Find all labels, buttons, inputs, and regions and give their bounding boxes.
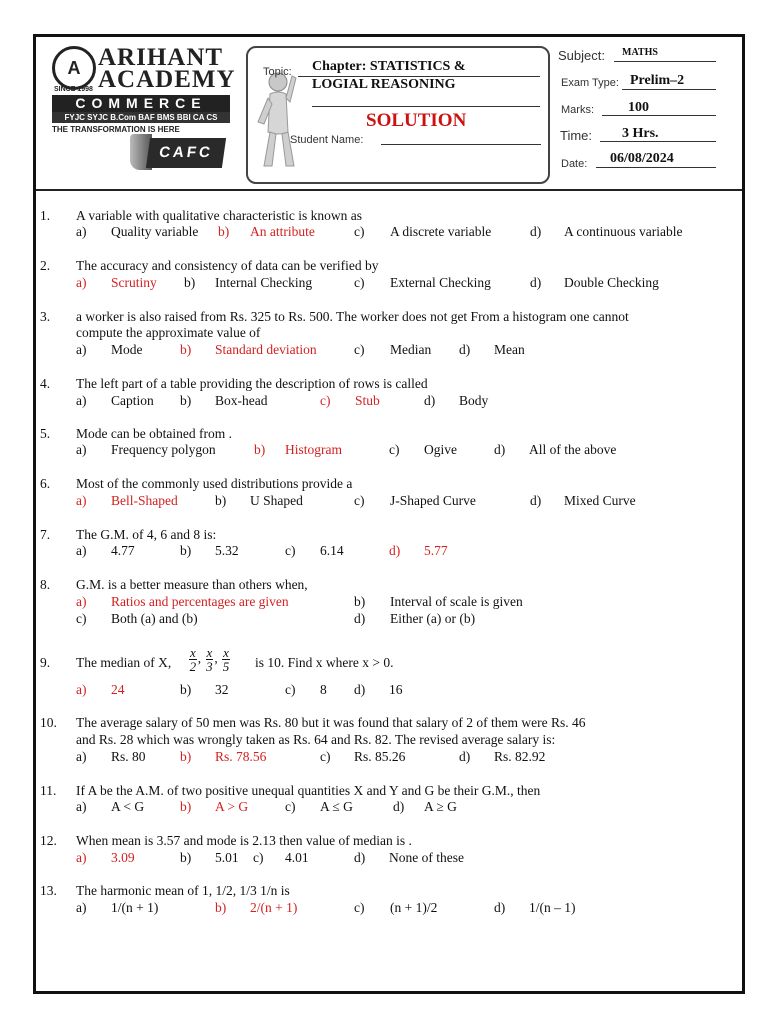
q4-option-c-label: c) [320,393,331,408]
q9-frac2-numerator: x [206,645,213,660]
q3-option-a-label: a) [76,342,87,357]
topic-underline-2 [312,106,540,107]
q11-option-d: A ≥ G [424,799,457,814]
subject-underline [614,61,716,62]
q6-option-a-answer: Bell-Shaped [111,493,178,508]
q13-option-a-label: a) [76,900,87,915]
question-8-number: 8. [40,577,51,592]
q2-option-c-label: c) [354,275,365,290]
q5-option-d-label: d) [494,442,506,457]
q11-option-c-label: c) [285,799,296,814]
time-underline [600,141,716,142]
q9-option-d-label: d) [354,682,366,697]
student-name-field [381,144,541,145]
q10-option-c: Rs. 85.26 [354,749,406,764]
q1-option-c: A discrete variable [390,224,492,239]
q11-option-b-answer: A > G [215,799,249,814]
q3-option-d-label: d) [459,342,471,357]
q4-option-a: Caption [111,393,154,408]
q9-option-c-label: c) [285,682,296,697]
q6-option-b: U Shaped [250,493,303,508]
marks-label: Marks: [561,104,594,116]
question-3-text: a worker is also raised from Rs. 325 to Rs. 500. The worker does not get From a histogram one cannot [76,309,629,324]
q13-option-c-label: c) [354,900,365,915]
time-value: 3 Hrs. [622,126,659,141]
q12-option-c: 4.01 [285,850,309,865]
q13-option-b-answer: 2/(n + 1) [250,900,298,915]
exam-type-underline [622,89,716,90]
cafc-badge: CAFC [146,138,226,168]
q13-option-d: 1/(n – 1) [529,900,576,915]
q4-option-d: Body [459,393,489,408]
q1-option-a-label: a) [76,224,87,239]
q9-frac3-denominator: 5 [222,659,230,674]
question-13-text: The harmonic mean of 1, 1/2, 1/3 1/n is [76,883,290,898]
q7-option-a-label: a) [76,543,87,558]
q2-option-b-label: b) [184,275,196,290]
question-5-number: 5. [40,426,51,441]
question-10-number: 10. [40,715,57,730]
date-value: 06/08/2024 [610,151,674,166]
q10-option-a: Rs. 80 [111,749,146,764]
question-9-number: 9. [40,655,51,670]
q11-option-a: A < G [111,799,145,814]
q13-option-b-label: b) [215,900,227,915]
q8-option-c: Both (a) and (b) [111,611,198,626]
q11-option-d-label: d) [393,799,405,814]
question-11-text: If A be the A.M. of two positive unequal quantities X and Y and G be their G.M., then [76,783,541,798]
brand-name-line2: ACADEMY [98,66,236,93]
q6-option-c-label: c) [354,493,365,508]
q1-option-d: A continuous variable [564,224,683,239]
q9-option-c: 8 [320,682,327,697]
q9-option-b: 32 [215,682,229,697]
brand-name-line1: ARIHANT [98,44,224,71]
q10-option-d: Rs. 82.92 [494,749,546,764]
courses-strip: FYJC SYJC B.Com BAF BMS BBI CA CS [52,112,230,123]
q3-option-b-answer: Standard deviation [215,342,317,357]
q1-option-b-answer: An attribute [250,224,315,239]
question-2-number: 2. [40,258,51,273]
q3-option-a: Mode [111,342,143,357]
q13-option-c: (n + 1)/2 [390,900,438,915]
topic-box [246,46,550,184]
q9-option-d: 16 [389,682,403,697]
exam-type-value: Prelim–2 [630,73,685,88]
chapter-title-line1: Chapter: STATISTICS & [312,59,466,74]
q5-option-a-label: a) [76,442,87,457]
q1-option-b-label: b) [218,224,230,239]
q3-option-b-label: b) [180,342,192,357]
q5-option-d: All of the above [529,442,617,457]
q12-option-d-label: d) [354,850,366,865]
q2-option-b: Internal Checking [215,275,313,290]
subject-value: MATHS [622,47,658,58]
subject-label: Subject: [558,48,605,63]
q9-frac2-denominator: 3 [206,659,213,674]
q6-option-d: Mixed Curve [564,493,636,508]
q3-option-d: Mean [494,342,525,357]
q4-option-a-label: a) [76,393,87,408]
q7-option-b-label: b) [180,543,192,558]
q5-option-b-label: b) [254,442,266,457]
q9-comma-2: , [214,650,218,666]
q9-frac3-numerator: x [223,645,229,660]
question-3-text-cont: compute the approximate value of [76,325,261,340]
q2-option-d-label: d) [530,275,542,290]
q5-option-c: Ogive [424,442,457,457]
q5-option-a: Frequency polygon [111,442,216,457]
date-label: Date: [561,158,588,170]
q12-option-b-label: b) [180,850,192,865]
q2-option-d: Double Checking [564,275,659,290]
question-12-number: 12. [40,833,57,848]
question-4-text: The left part of a table providing the description of rows is called [76,376,428,391]
q4-option-b: Box-head [215,393,268,408]
q7-option-c-label: c) [285,543,296,558]
thinking-figure-icon [252,62,298,172]
q8-option-c-label: c) [76,611,87,626]
question-3-number: 3. [40,309,51,324]
q12-option-a-label: a) [76,850,87,865]
q9-comma-1: , [197,650,202,666]
q10-option-c-label: c) [320,749,331,764]
q4-option-d-label: d) [424,393,436,408]
question-6-text: Most of the commonly used distributions provide a [76,476,353,491]
question-5-text: Mode can be obtained from . [76,426,232,441]
q1-option-d-label: d) [530,224,542,239]
q12-option-d: None of these [389,850,464,865]
q8-option-b-label: b) [354,594,366,609]
question-6-number: 6. [40,476,51,491]
q12-option-a-answer: 3.09 [111,850,135,865]
q8-option-d-label: d) [354,611,366,626]
q5-option-c-label: c) [389,442,400,457]
q9-option-a-answer: 24 [111,682,125,697]
question-7-number: 7. [40,527,51,542]
question-9-text-end: is 10. Find x where x > 0. [255,655,394,670]
student-name-label: Student Name: [290,134,364,146]
brand-tagline: THE TRANSFORMATION IS HERE [52,125,180,134]
q4-option-c-answer: Stub [355,393,380,408]
q3-option-c: Median [390,342,432,357]
question-10-text-cont: and Rs. 28 which was wrongly taken as Rs. 64 and Rs. 82. The revised average salary is: [76,732,556,747]
q6-option-a-label: a) [76,493,87,508]
q5-option-b-answer: Histogram [285,442,342,457]
q11-option-b-label: b) [180,799,192,814]
q10-option-b-label: b) [180,749,192,764]
exam-type-label: Exam Type: [561,77,619,89]
question-4-number: 4. [40,376,51,391]
q4-option-b-label: b) [180,393,192,408]
question-8-text: G.M. is a better measure than others when, [76,577,308,592]
question-1-text: A variable with qualitative characteristic is known as [76,208,363,223]
q8-option-d: Either (a) or (b) [390,611,476,626]
q9-frac1-numerator: x [190,645,196,660]
academy-emblem-icon: A [52,46,96,90]
q6-option-c: J-Shaped Curve [390,493,476,508]
q10-option-a-label: a) [76,749,87,764]
question-7-text: The G.M. of 4, 6 and 8 is: [76,527,217,542]
q2-option-a-label: a) [76,275,87,290]
q1-option-a: Quality variable [111,224,199,239]
since-year: SINCE 1998 [54,86,93,93]
q2-option-a-answer: Scrutiny [111,275,157,290]
q13-option-a: 1/(n + 1) [111,900,159,915]
marks-value: 100 [628,100,649,115]
q7-option-d-answer: 5.77 [424,543,448,558]
q12-option-b: 5.01 [215,850,239,865]
q9-fraction-x-over-2 [188,646,231,673]
marks-underline [602,115,716,116]
q7-option-a: 4.77 [111,543,135,558]
question-2-text: The accuracy and consistency of data can be verified by [76,258,379,273]
q8-option-b: Interval of scale is given [390,594,523,609]
chapter-title-line2: LOGIAL REASONING [312,77,456,92]
q8-option-a-label: a) [76,594,87,609]
q9-frac1-denominator: 2 [189,659,197,674]
q6-option-b-label: b) [215,493,227,508]
question-9-text-start: The median of X, [76,655,172,670]
q1-option-c-label: c) [354,224,365,239]
arihant-academy-logo [52,46,240,176]
header-divider [36,189,742,191]
q7-option-c: 6.14 [320,543,344,558]
q8-option-a-answer: Ratios and percentages are given [111,594,289,609]
q13-option-d-label: d) [494,900,506,915]
topic-label: Topic: [263,66,292,78]
q12-option-c-label: c) [253,850,264,865]
question-12-text: When mean is 3.57 and mode is 2.13 then value of median is . [76,833,412,848]
q3-option-c-label: c) [354,342,365,357]
date-underline [596,167,716,168]
q7-option-d-label: d) [389,543,401,558]
q11-option-c: A ≤ G [320,799,353,814]
q2-option-c: External Checking [390,275,491,290]
q10-option-d-label: d) [459,749,471,764]
q9-option-b-label: b) [180,682,192,697]
question-11-number: 11. [40,783,57,798]
question-10-text: The average salary of 50 men was Rs. 80 but it was found that salary of 2 of them were Rs. 46 [76,715,586,730]
q9-option-a-label: a) [76,682,87,697]
q6-option-d-label: d) [530,493,542,508]
time-label: Time: [560,128,593,143]
q11-option-a-label: a) [76,799,87,814]
q10-option-b-answer: Rs. 78.56 [215,749,267,764]
q7-option-b: 5.32 [215,543,239,558]
question-13-number: 13. [40,883,57,898]
solution-heading: SOLUTION [366,110,467,131]
division-banner: COMMERCE [52,95,230,112]
question-1-number: 1. [40,208,51,223]
